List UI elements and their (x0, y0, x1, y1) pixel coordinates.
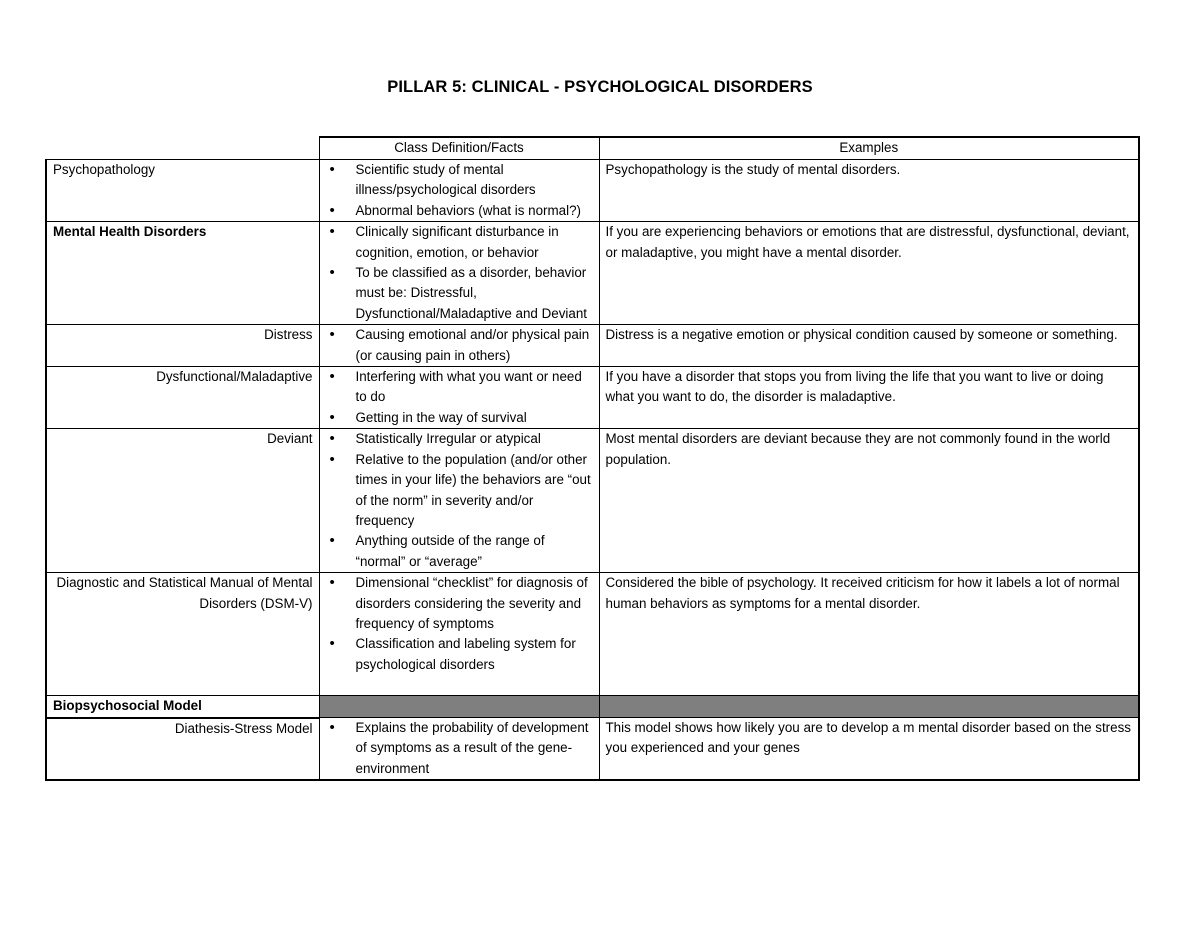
facts-cell (319, 222, 599, 325)
fact-item: • Clinically significant disturbance in cognition, emotion, or behavior (326, 222, 593, 263)
term-cell: Diagnostic and Statistical Manual of Mental Disorders (DSM-V) (46, 573, 319, 696)
example-cell: Most mental disorders are deviant because they are not commonly found in the world population. (599, 429, 1139, 573)
table-header-row (46, 137, 1139, 160)
example-cell: Distress is a negative emotion or physical condition caused by someone or something. (599, 325, 1139, 367)
table-row (46, 429, 1139, 573)
example-cell: If you have a disorder that stops you from living the life that you want to live or doing what you want to do, the disorder is maladaptive. (599, 367, 1139, 429)
fact-item: • Scientific study of mental illness/psychological disorders (326, 160, 593, 201)
table-row (46, 325, 1139, 367)
fact-item: • Dimensional “checklist” for diagnosis of disorders considering the severity and frequency of symptoms (326, 573, 593, 634)
term-cell: Mental Health Disorders (46, 222, 319, 325)
header-blank-cell (46, 137, 319, 160)
fact-item: • To be classified as a disorder, behavior must be: Distressful, Dysfunctional/Maladaptive and Deviant (326, 263, 593, 324)
page-title: PILLAR 5: CLINICAL - PSYCHOLOGICAL DISORDERS (387, 78, 813, 96)
table-row (46, 573, 1139, 696)
table-row (46, 718, 1139, 781)
term-cell: Diathesis-Stress Model (46, 718, 319, 781)
term-cell: Distress (46, 325, 319, 367)
fact-item: • Statistically Irregular or atypical (326, 429, 593, 449)
example-cell: Psychopathology is the study of mental disorders. (599, 160, 1139, 222)
example-cell: If you are experiencing behaviors or emotions that are distressful, dysfunctional, deviant, or maladaptive, you might have a mental disorder. (599, 222, 1139, 325)
disorders-table (45, 136, 1140, 781)
facts-cell (319, 573, 599, 696)
header-class-definition: Class Definition/Facts (319, 137, 599, 160)
facts-cell (319, 429, 599, 573)
facts-cell (319, 718, 599, 781)
facts-cell (319, 325, 599, 367)
table-row (46, 222, 1139, 325)
term-cell: Dysfunctional/Maladaptive (46, 367, 319, 429)
fact-item: • Causing emotional and/or physical pain (or causing pain in others) (326, 325, 593, 366)
table-row (46, 367, 1139, 429)
example-cell: Considered the bible of psychology. It received criticism for how it labels a lot of normal human behaviors as symptoms for a mental disorder. (599, 573, 1139, 696)
fact-item: • Interfering with what you want or need to do (326, 367, 593, 408)
shaded-cell (319, 696, 599, 718)
term-cell: Deviant (46, 429, 319, 573)
table-row (46, 160, 1139, 222)
facts-cell (319, 367, 599, 429)
term-cell: Psychopathology (46, 160, 319, 222)
term-cell: Biopsychosocial Model (46, 696, 319, 718)
example-cell: This model shows how likely you are to develop a m mental disorder based on the stress you experienced and your genes (599, 718, 1139, 781)
fact-item: • Explains the probability of development of symptoms as a result of the gene-environment (326, 718, 593, 779)
table-row (46, 696, 1139, 718)
facts-cell (319, 160, 599, 222)
shaded-cell (599, 696, 1139, 718)
fact-item: • Abnormal behaviors (what is normal?) (326, 201, 593, 221)
fact-item: • Classification and labeling system for psychological disorders (326, 634, 593, 675)
fact-item: • Relative to the population (and/or other times in your life) the behaviors are “out of the norm” in severity and/or frequency (326, 450, 593, 532)
fact-item: • Getting in the way of survival (326, 408, 593, 428)
header-examples: Examples (599, 137, 1139, 160)
fact-item: • Anything outside of the range of “normal” or “average” (326, 531, 593, 572)
